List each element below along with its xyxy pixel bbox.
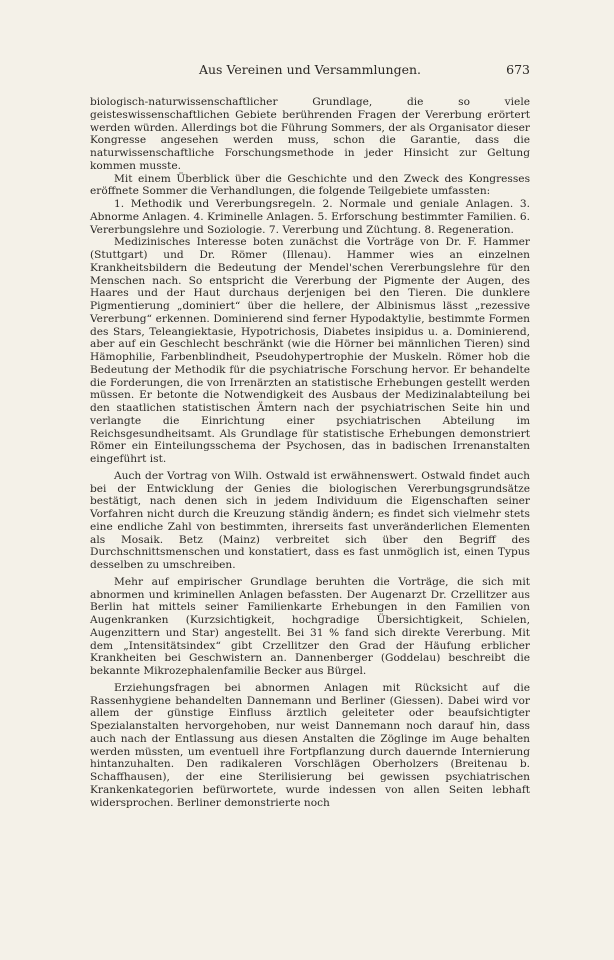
paragraph-1: biologisch-naturwissenschaftlicher Grundlage, die so viele geisteswissenschaftlichen Gebiete berührenden Fragen der Vererbung erörtert werden würden. Allerdings bot die Führung Sommers, der als Organisator dieser Kongresse angesehen werden muss, schon die Garantie, dass die naturwissenschaftliche Forschungsmethode in jeder Hinsicht zur Geltung kommen musste. (90, 96, 530, 172)
running-title: Aus Vereinen und Versammlungen. (198, 62, 421, 77)
paragraph-4: Medizinisches Interesse boten zunächst die Vorträge von Dr. F. Hammer (Stuttgart) und Dr. Römer (Illenau). Hammer wies an einzelnen Krankheitsbildern die Bedeutung der Mendel'schen Vererbungslehre für den Menschen nach. So entspricht die Vererbung der Pigmente der Augen, des Haares und der Haut durchaus derjenigen bei den Tieren. Die dunklere Pigmentierung „dominiert“ über die hellere, der Albinismus lässt „rezessive Vererbung“ erkennen. Dominierend sind ferner Hypodaktylie, bestimmte Formen des Stars, Teleangiektasie, Hypotrichosis, Diabetes insipidus u. a. Dominierend, aber auf ein Geschlecht beschränkt (wie die Hörner bei männlichen Tieren) sind Hämophilie, Farbenblindheit, Pseudohypertrophie der Muskeln. Römer hob die Bedeutung der Methodik für die psychiatrische Forschung hervor. Er behandelte die Forderungen, die von Irrenärzten an statistische Erhebungen gestellt werden müssen. Er betonte die Notwendigkeit des Ausbaus der Medizinalabteilung bei den staatlichen statistischen Ämtern nach der psychiatrischen Seite hin und verlangte die Einrichtung einer psychiatrischen Abteilung im Reichsgesundheitsamt. Als Grundlage für statistische Erhebungen demonstriert Römer ein Einteilungsschema der Psychosen, das in badischen Irrenanstalten eingeführt ist. (90, 236, 530, 465)
page-header (90, 62, 530, 82)
paragraph-2: Mit einem Überblick über die Geschichte und den Zweck des Kongresses eröffnete Sommer die Verhandlungen, die folgende Teilgebiete umfassten: (90, 172, 530, 198)
paragraph-3: 1. Methodik und Vererbungsregeln. 2. Normale und geniale Anlagen. 3. Abnorme Anlagen. 4. Kriminelle Anlagen. 5. Erforschung bestimmter Familien. 6. Vererbungslehre und Soziologie. 7. Vererbung und Züchtung. 8. Regeneration. (90, 198, 530, 236)
page-number: 673 (506, 62, 530, 77)
paragraph-6: Mehr auf empirischer Grundlage beruhten die Vorträge, die sich mit abnormen und kriminellen Anlagen befassten. Der Augenarzt Dr. Crzellitzer aus Berlin hat mittels seiner Familienkarte Erhebungen in den Familien von Augenkranken (Kurzsichtigkeit, hochgradige Übersichtigkeit, Schielen, Augenzittern und Star) angestellt. Bei 31 % fand sich direkte Vererbung. Mit dem „Intensitätsindex“ gibt Crzellitzer den Grad der Häufung erblicher Krankheiten bei Geschwistern an. Dannenberger (Goddelau) beschreibt die bekannte Mikrozephalenfamilie Becker aus Bürgel. (90, 575, 530, 677)
paragraph-5: Auch der Vortrag von Wilh. Ostwald ist erwähnenswert. Ostwald findet auch bei der Entwicklung der Genies die biologischen Vererbungsgrundsätze bestätigt, nach denen sich in jedem Individuum die Eigenschaften seiner Vorfahren nicht durch die Kreuzung ständig ändern; es findet sich vielmehr stets eine endliche Zahl von bestimmten, ihrerseits fast unveränderlichen Elementen als Mosaik. Betz (Mainz) verbreitet sich über den Begriff des Durchschnittsmenschen und konstatiert, dass es fast unmöglich ist, einen Typus desselben zu umschreiben. (90, 469, 530, 571)
body-text (90, 96, 530, 809)
paragraph-7: Erziehungsfragen bei abnormen Anlagen mit Rücksicht auf die Rassenhygiene behandelten Dannemann und Berliner (Giessen). Dabei wird vor allem der günstige Einfluss ärztlich geleiteter oder beaufsichtigter Spezialanstalten hervorgehoben, nur weist Dannemann noch darauf hin, dass auch nach der Entlassung aus diesen Anstalten die Zöglinge im Auge behalten werden müssten, um eventuell ihre Fortpflanzung durch dauernde Internierung hintanzuhalten. Den radikaleren Vorschlägen Oberholzers (Breitenau b. Schaffhausen), der eine Sterilisierung bei gewissen psychiatrischen Krankenkategorien befürwortete, wurde indessen von allen Seiten lebhaft widersprochen. Berliner demonstrierte noch (90, 681, 530, 809)
